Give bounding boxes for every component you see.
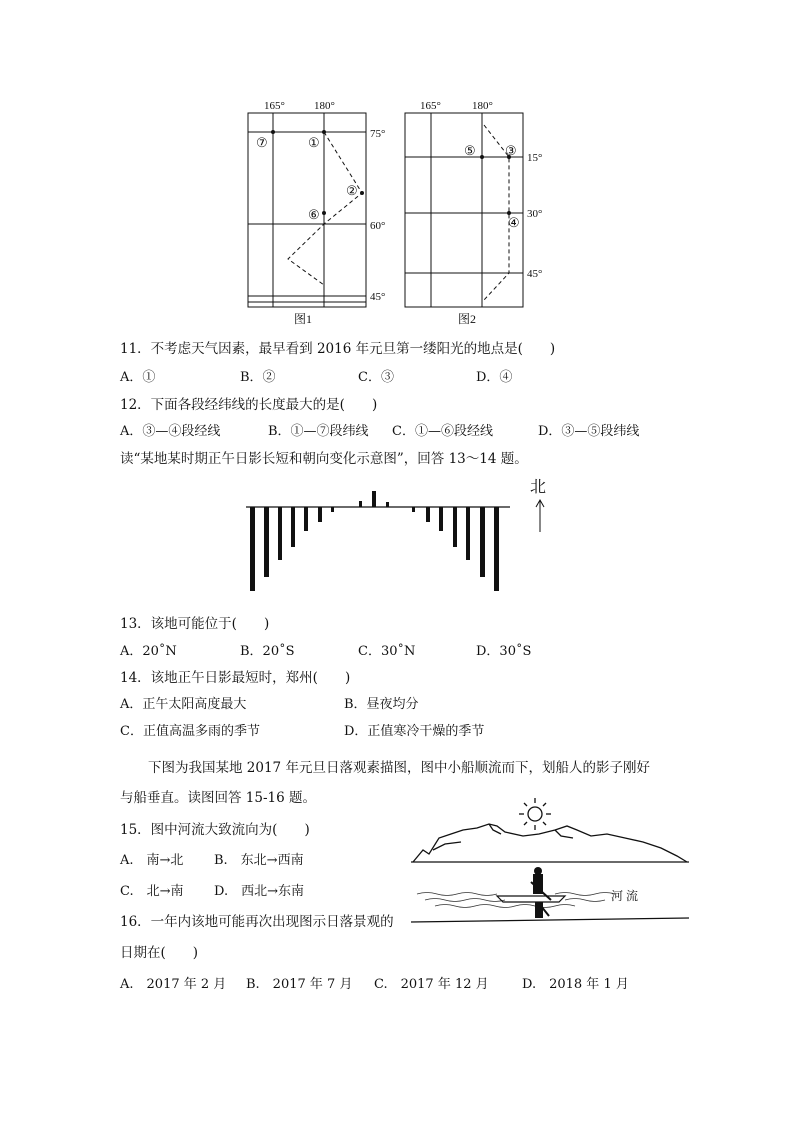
fig1-point-1: ① <box>308 135 320 150</box>
shadow-bar <box>466 507 470 560</box>
fig1-lat-label-60: 60° <box>370 220 386 232</box>
shadow-bar <box>386 502 389 507</box>
fig1-lat-label-75: 75° <box>370 128 386 140</box>
q12-option-d: D．③—⑤段纬线 <box>538 424 640 439</box>
fig1-lon-label-180: 180° <box>314 100 335 112</box>
fig2-lat-label-30: 30° <box>527 208 543 220</box>
fig1-lon-label-165: 165° <box>264 100 285 112</box>
sun-icon <box>519 798 551 830</box>
fig2-lat-label-15: 15° <box>527 152 543 164</box>
shadow-bar <box>250 507 255 591</box>
q13-option-d: D．30˚S <box>476 644 532 659</box>
question-16-line2: 日期在( ) <box>120 945 199 961</box>
intro-15-16-line2: 与船垂直。读图回答 15-16 题。 <box>120 790 317 806</box>
fig1-point-6: ⑥ <box>308 207 320 222</box>
shadow-bar <box>494 507 499 591</box>
q16-option-b: B. 2017 年 7 月 <box>246 977 353 992</box>
q14-option-d: D．正值寒冷干燥的季节 <box>344 724 485 739</box>
question-16-line1: 16．一年内该地可能再次出现图示日落景观的 <box>120 914 394 930</box>
fig1-lat-label-45: 45° <box>370 291 386 303</box>
fig2-lat-label-45: 45° <box>527 268 543 280</box>
q16-option-a: A. 2017 年 2 月 <box>120 977 227 992</box>
shadow-bar <box>412 507 415 512</box>
shadow-bar <box>291 507 295 547</box>
fig1-point-2: ② <box>346 183 358 198</box>
q13-option-c: C．30˚N <box>358 644 416 659</box>
fig2-caption: 图2 <box>458 312 477 326</box>
figure-2-map <box>388 95 558 330</box>
q15-option-b: B. 东北→西南 <box>214 853 304 868</box>
q12-option-b: B．①—⑦段纬线 <box>268 424 369 439</box>
shadow-bar <box>359 501 362 507</box>
q16-option-d: D. 2018 年 1 月 <box>522 977 629 992</box>
q11-option-c: C．③ <box>358 370 394 385</box>
q11-option-a: A．① <box>120 370 156 385</box>
q14-option-c: C．正值高温多雨的季节 <box>120 724 260 739</box>
north-arrow-icon <box>536 500 544 532</box>
q12-option-c: C．①—⑥段经线 <box>392 424 493 439</box>
shadow-bar <box>304 507 308 531</box>
question-11: 11．不考虑天气因素，最早看到 2016 年元旦第一缕阳光的地点是( ) <box>120 341 556 357</box>
q14-option-b: B．昼夜均分 <box>344 697 419 712</box>
q14-option-a: A．正午太阳高度最大 <box>120 697 247 712</box>
question-15: 15．图中河流大致流向为( ) <box>120 822 310 838</box>
fig2-point-4: ④ <box>508 215 520 230</box>
question-14: 14．该地正午日影最短时，郑州( ) <box>120 670 351 686</box>
noon-shadow-chart <box>240 470 570 600</box>
q16-option-c: C. 2017 年 12 月 <box>374 977 489 992</box>
q12-option-a: A．③—④段经线 <box>120 424 221 439</box>
river-label: 河 流 <box>611 889 639 903</box>
q11-option-b: B．② <box>240 370 276 385</box>
shadow-bar <box>426 507 430 522</box>
boat-rower-icon <box>497 867 565 918</box>
fig1-point-7: ⑦ <box>256 135 268 150</box>
shadow-bar <box>480 507 485 577</box>
shadow-bar <box>331 507 334 512</box>
intro-13-14: 读“某地某时期正午日影长短和朝向变化示意图”，回答 13～14 题。 <box>120 451 528 467</box>
shadow-bar <box>318 507 322 522</box>
fig1-caption: 图1 <box>294 312 313 326</box>
intro-15-16-line1: 下图为我国某地 2017 年元旦日落观素描图，图中小船顺流而下，划船人的影子刚好 <box>148 760 650 776</box>
fig2-lon-label-180: 180° <box>472 100 493 112</box>
shadow-bar <box>278 507 282 560</box>
shadow-bar <box>372 491 376 507</box>
shadow-bar <box>453 507 457 547</box>
q13-option-b: B．20˚S <box>240 644 295 659</box>
mountain-ridge <box>413 824 687 862</box>
shadow-bar <box>439 507 443 531</box>
figure-1-map <box>230 95 395 330</box>
q15-option-c: C. 北→南 <box>120 884 184 899</box>
fig2-point-3: ③ <box>505 143 517 158</box>
fig2-point-5: ⑤ <box>464 143 476 158</box>
shadow-bar <box>264 507 269 577</box>
q13-option-a: A．20˚N <box>120 644 177 659</box>
north-label: 北 <box>530 479 547 496</box>
fig2-lon-label-165: 165° <box>420 100 441 112</box>
q15-option-a: A. 南→北 <box>120 853 184 868</box>
q15-option-d: D. 西北→东南 <box>214 884 304 899</box>
q11-option-d: D．④ <box>476 370 513 385</box>
sunset-river-sketch <box>405 790 695 930</box>
question-13: 13．该地可能位于( ) <box>120 616 270 632</box>
question-12: 12．下面各段经纬线的长度最大的是( ) <box>120 397 378 413</box>
